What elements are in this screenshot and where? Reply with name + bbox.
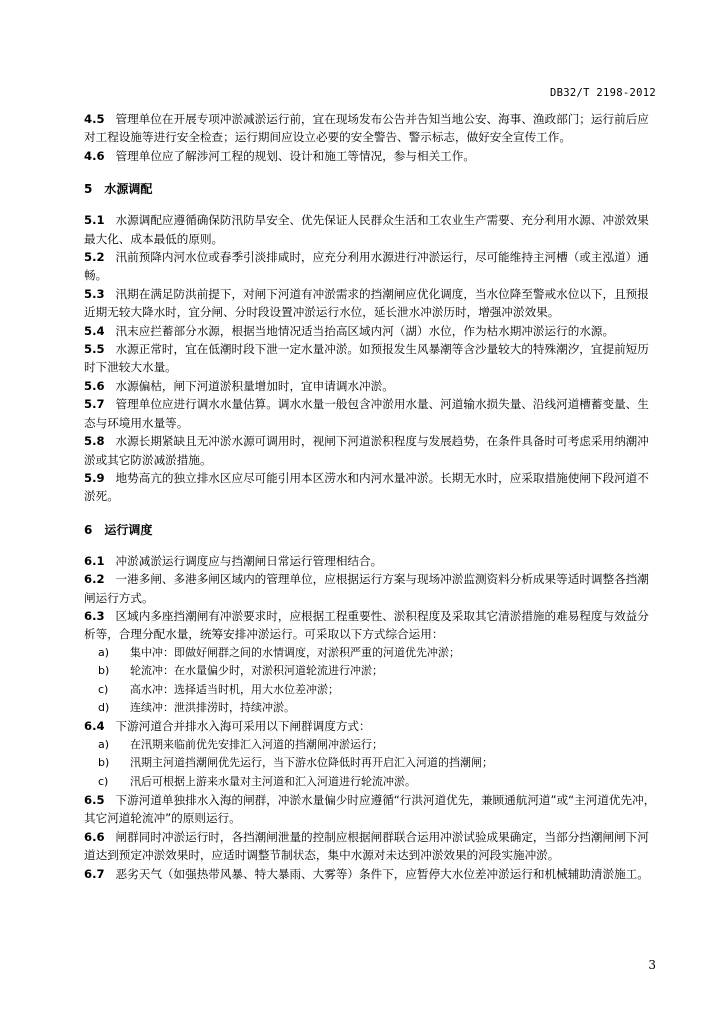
clause-text: 恶劣天气（如强热带风暴、特大暴雨、大雾等）条件下，应暂停大水位差冲淤运行和机械辅助清淤施工。	[115, 866, 649, 881]
clause-number: 5.1	[84, 213, 105, 228]
clause-text: 水源调配应遵循确保防汛防旱安全、优先保证人民群众生活和工农业生产需要、充分利用水源、冲淤效果最大化、成本最低的原则。	[84, 213, 649, 246]
clause-text: 水源偏枯，闸下河道淤积量增加时，宜申请调水冲淤。	[115, 378, 394, 393]
clause-number: 6.2	[84, 572, 105, 587]
document-body	[84, 110, 660, 898]
list-item-label: d)	[98, 700, 110, 714]
clause-text: 冲淤减淤运行调度应与挡潮闸日常运行管理相结合。	[115, 553, 383, 568]
clause-paragraph	[84, 828, 660, 865]
clause-paragraph	[84, 377, 660, 395]
clause-text: 闸群同时冲淤运行时，各挡潮闸泄量的控制应根据闸群联合运用冲淤试验成果确定，当部分挡潮闸闸下河道达到预定冲淤效果时，应适时调整节制状态，集中水源对未达到冲淤效果的河段实施冲淤。	[84, 829, 649, 863]
clause-text: 管理单位在开展专项冲淤减淤运行前，宜在现场发布公告并告知当地公安、海事、渔政部门；运行前后应对工程设施等进行安全检查；运行期间应设立必要的安全警告、警示标志，做好安全宣传工作。	[84, 112, 649, 145]
clause-paragraph	[84, 791, 660, 828]
list-item-text: 轮流冲：在水量偏少时，对淤积河道轮流进行冲淤；	[130, 664, 383, 678]
clause-text: 地势高亢的独立排水区应尽可能引用本区涝水和内河水量冲淤。长期无水时，应采取措施使闸下段河道不淤死。	[84, 470, 649, 504]
clause-text: 区域内多座挡潮闸有冲淤要求时，应根据工程重要性、淤积程度及采取其它清淤措施的难易程度与效益分析等，合理分配水量，统筹安排冲淤运行。可采取以下方式综合运用：	[84, 608, 649, 642]
clause-number: 6.7	[84, 866, 105, 881]
clause-text: 一港多闸、多港多闸区域内的管理单位，应根据运行方案与现场冲淤监测资料分析成果等适时调整各挡潮闸运行方式。	[84, 572, 649, 605]
clause-number: 6.5	[84, 793, 105, 807]
list-item-text: 在汛期来临前优先安排汇入河道的挡潮闸冲淤运行；	[130, 737, 383, 751]
clause-paragraph	[84, 607, 660, 644]
list-item	[84, 754, 660, 772]
clause-paragraph	[84, 211, 660, 248]
section-title: 运行调度	[104, 522, 153, 537]
clause-number: 5.8	[84, 434, 105, 449]
clause-paragraph	[84, 552, 660, 570]
list-item-label: a)	[98, 645, 110, 659]
clause-text: 水源正常时，宜在低潮时段下泄一定水量冲淤。如预报发生风暴潮等含沙量较大的特殊潮汐，宜提前短历时下泄较大水量。	[84, 342, 649, 375]
list-item-label: c)	[98, 682, 109, 696]
section-heading	[84, 180, 660, 198]
clause-number: 6.4	[84, 719, 105, 734]
clause-group	[84, 110, 660, 165]
list-item	[84, 699, 660, 717]
clause-text: 汛前预降内河水位或春季引淡排咸时，应充分利用水源进行冲淤运行，尽可能维持主河槽（或主泓道）通畅。	[84, 250, 649, 283]
clause-number: 5.6	[84, 378, 105, 393]
clause-group	[84, 552, 660, 883]
clause-number: 5.9	[84, 470, 105, 485]
clause-paragraph	[84, 147, 660, 165]
clause-number: 6.1	[84, 553, 105, 568]
list-item-text: 连续冲：泄洪排涝时，持续冲淤。	[130, 700, 295, 714]
clause-number: 4.6	[84, 148, 105, 163]
clause-text: 汛末应拦蓄部分水源，根据当地情况适当抬高区域内河（湖）水位，作为枯水期冲淤运行的水源。	[115, 323, 615, 338]
clause-number: 6.6	[84, 829, 105, 844]
clause-number: 5.4	[84, 323, 105, 338]
list-item-label: b)	[98, 756, 110, 770]
clause-paragraph	[84, 340, 660, 377]
clause-paragraph	[84, 570, 660, 607]
clause-text: 汛期在满足防洪前提下，对闸下河道有冲淤需求的挡潮闸应优化调度，当水位降至警戒水位以下，且预报近期无较大降水时，宜分闸、分时段设置冲淤运行水位，延长泄水冲淤历时，增强冲淤效果。	[84, 286, 649, 320]
section-heading	[84, 521, 660, 539]
clause-text: 管理单位应了解涉河工程的规划、设计和施工等情况，参与相关工作。	[115, 148, 475, 163]
clause-paragraph	[84, 248, 660, 285]
clause-number: 5.5	[84, 342, 105, 357]
document-code: DB32/T 2198-2012	[550, 87, 656, 99]
clause-paragraph	[84, 322, 660, 340]
clause-number: 5.7	[84, 397, 105, 412]
list-item-label: a)	[98, 737, 110, 751]
clause-number: 6.3	[84, 608, 105, 623]
list-item	[84, 773, 660, 791]
list-item-text: 集中冲：即做好闸群之间的水情调度，对淤积严重的河道优先冲淤；	[130, 645, 460, 659]
clause-paragraph	[84, 110, 660, 147]
clause-number: 5.3	[84, 286, 105, 301]
section-number: 5	[84, 182, 93, 197]
list-item-label: b)	[98, 664, 110, 678]
clause-text: 水源长期紧缺且无冲淤水源可调用时，视闸下河道淤积程度与发展趋势，在条件具备时可考虑采用纳潮冲淤或其它防淤减淤措施。	[84, 434, 649, 467]
clause-number: 5.2	[84, 250, 105, 265]
list-item-label: c)	[98, 774, 109, 788]
list-item-text: 汛后可根据上游来水量对主河道和汇入河道进行轮流冲淤。	[130, 774, 416, 788]
list-item-text: 汛期主河道挡潮闸优先运行，当下游水位降低时再开启汇入河道的挡潮闸；	[130, 756, 493, 770]
clause-text: 下游河道单独排水入海的闸群，冲淤水量偏少时应遵循“行洪河道优先，兼顾通航河道”或“主河道优先冲，其它河道轮流冲”的原则运行。	[84, 793, 656, 826]
clause-number: 4.5	[84, 112, 105, 126]
clause-paragraph	[84, 469, 660, 506]
list-item-text: 高水冲：选择适当时机，用大水位差冲淤；	[130, 682, 339, 696]
clause-paragraph	[84, 432, 660, 469]
clause-paragraph	[84, 285, 660, 322]
page-number: 3	[648, 958, 656, 972]
list-item	[84, 681, 660, 699]
clause-paragraph	[84, 395, 660, 432]
clause-group	[84, 211, 660, 506]
section-number: 6	[84, 522, 93, 537]
clause-text: 管理单位应进行调水水量估算。调水水量一般包含冲淤用水量、河道输水损失量、沿线河道槽蓄变量、生态与环境用水量等。	[84, 397, 649, 430]
list-item	[84, 644, 660, 662]
clause-text: 下游河道合并排水入海可采用以下闸群调度方式：	[115, 719, 371, 734]
clause-paragraph	[84, 865, 660, 883]
list-item	[84, 662, 660, 680]
clause-paragraph	[84, 717, 660, 735]
list-item	[84, 736, 660, 754]
section-title: 水源调配	[104, 182, 153, 197]
